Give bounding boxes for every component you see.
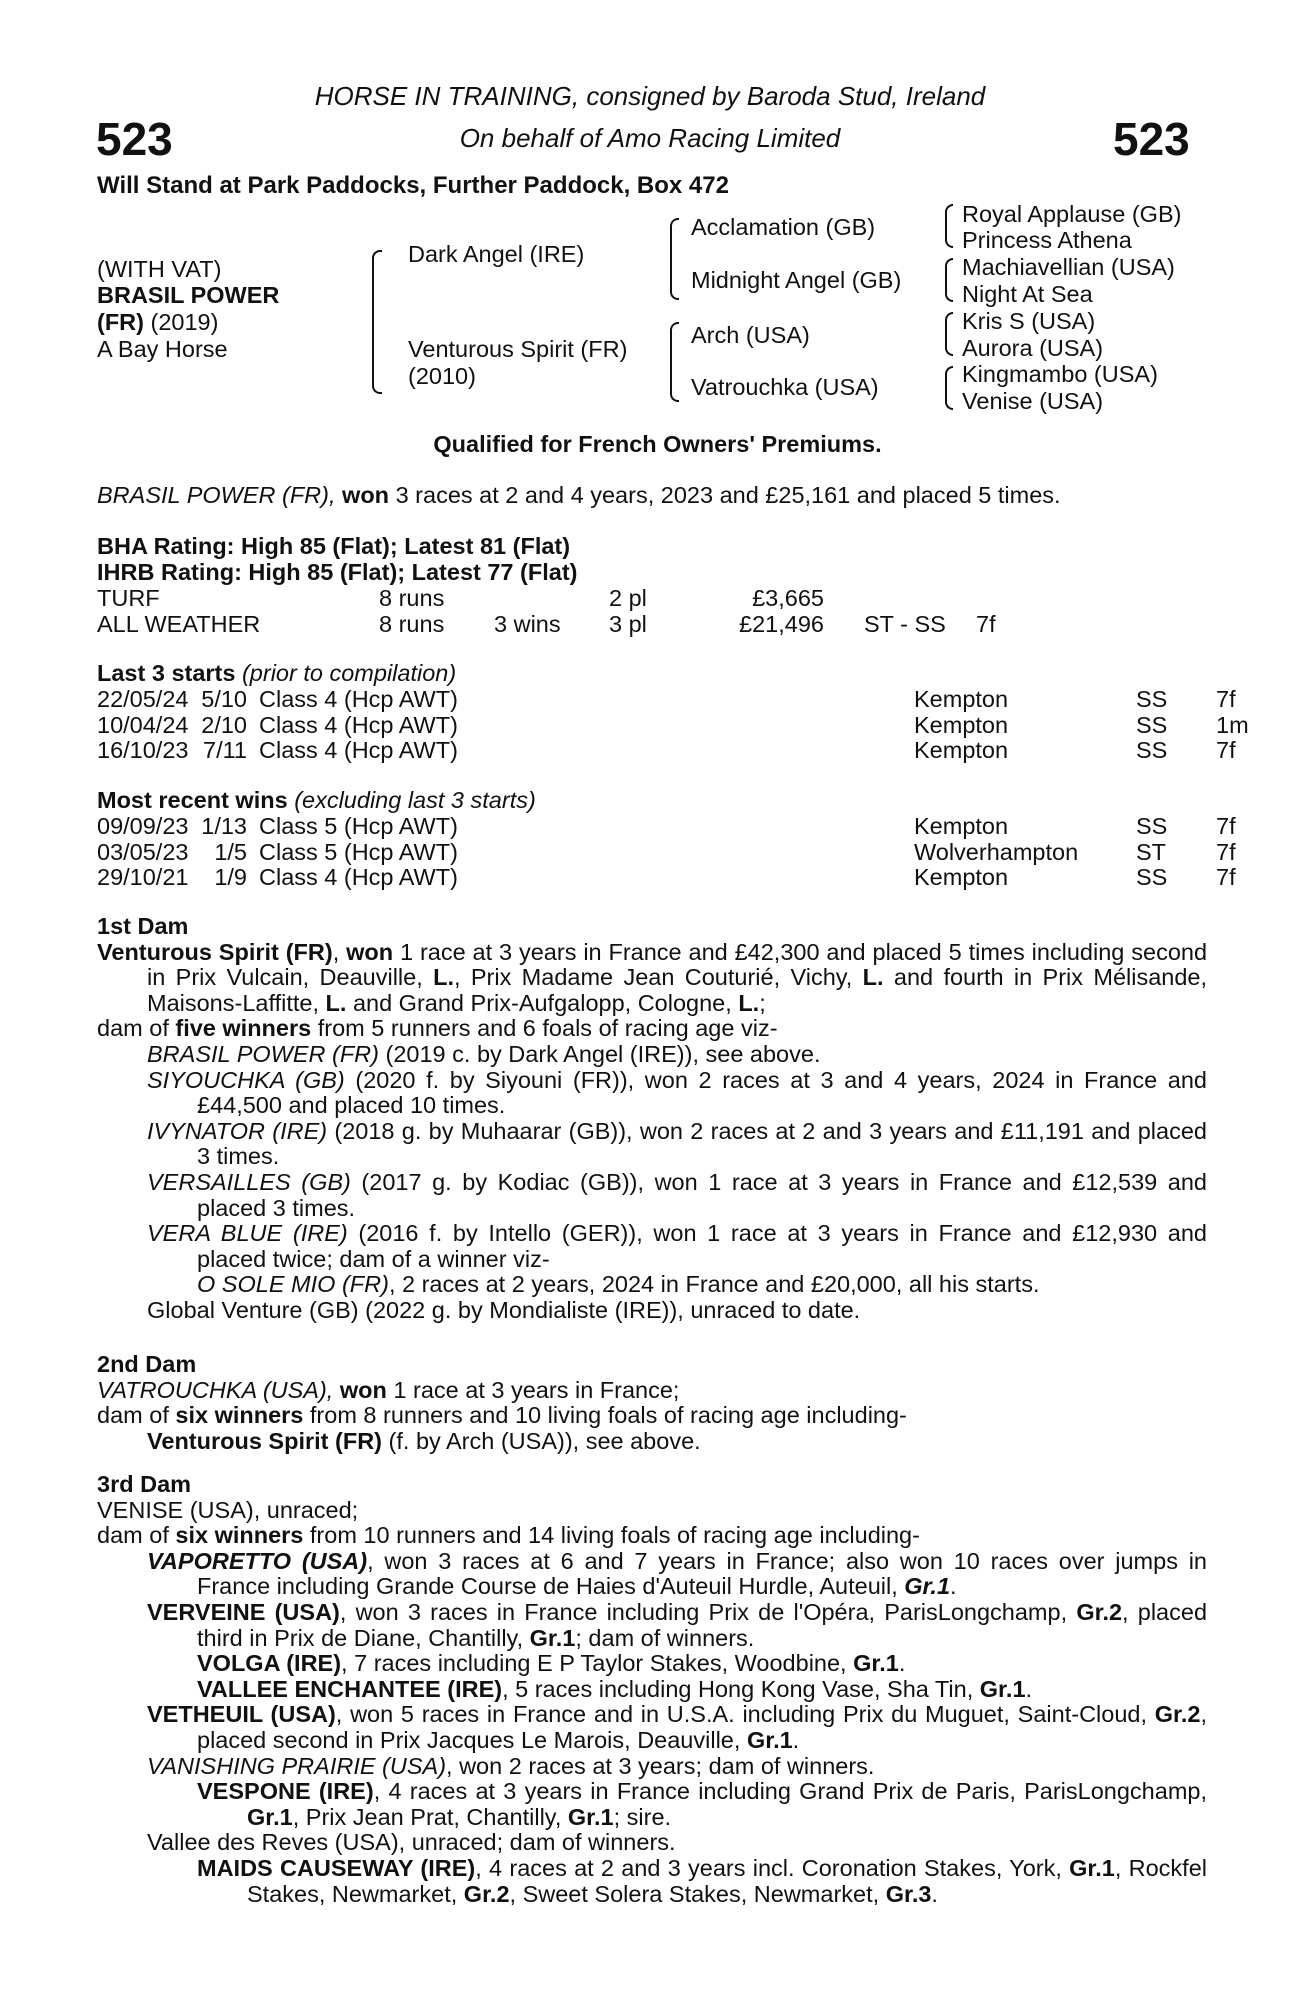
list-item: VALLEE ENCHANTEE (IRE), 5 races including Hong Kong Vase, Sha Tin, Gr.1. [197, 1675, 1033, 1702]
table-row: 10/04/24 2/10 Class 4 (Hcp AWT) Kempton SS 1m [97, 711, 1249, 738]
third-dam-heading: 3rd Dam [97, 1471, 192, 1497]
list-item: VERVEINE (USA), won 3 races in France including Prix de l'Opéra, ParisLongchamp, Gr.2, placed third in Prix de Diane, Chantilly, Gr.1; dam of winners. [147, 1598, 1208, 1651]
table-row: 16/10/23 7/11 Class 4 (Hcp AWT) Kempton SS 7f [97, 737, 1236, 764]
stats-placed: 3 pl [609, 610, 647, 637]
stats-runs: 8 runs [379, 585, 445, 611]
second-dam-produce-summary: dam of six winners from 8 runners and 10 living foals of racing age including- [97, 1402, 907, 1429]
third-dam-record: VENISE (USA), unraced; [97, 1496, 359, 1523]
stats-money: £21,496 [739, 610, 824, 637]
table-row: 22/05/24 5/10 Class 4 (Hcp AWT) Kempton SS 7f [97, 686, 1236, 712]
list-item: IVYNATOR (IRE) (2018 g. by Muhaarar (GB)), won 2 races at 2 and 3 years and £11,191 and placed 3 times. [147, 1117, 1207, 1170]
list-item: Vallee des Reves (USA), unraced; dam of winners. [147, 1829, 676, 1856]
dam-sire: Arch (USA) [691, 322, 810, 348]
second-dam-record: VATROUCHKA (USA), won 1 race at 3 years in France; [97, 1376, 680, 1403]
granddam-3: Aurora (USA) [962, 335, 1104, 361]
stats-dist [976, 586, 996, 612]
brace-sire-dam [372, 250, 382, 394]
recent-wins-table [97, 814, 1236, 891]
dam-dam: Vatrouchka (USA) [691, 374, 879, 400]
third-dam-section [97, 1472, 1207, 1907]
bha-rating: BHA Rating: High 85 (Flat); Latest 81 (Flat) [97, 533, 571, 559]
stats-row-turf [97, 586, 996, 612]
table-row: 29/10/21 1/9 Class 4 (Hcp AWT) Kempton SS 7f [97, 864, 1236, 891]
stats-wins: 3 wins [494, 610, 561, 637]
list-item: VETHEUIL (USA), won 5 races in France and in U.S.A. including Prix du Muguet, Saint-Cloud, Gr.2, placed second in Prix Jacques Le Marois, Deauville, Gr.1. [147, 1701, 1208, 1753]
third-dam-produce-summary: dam of six winners from 10 runners and 14 living foals of racing age including- [97, 1522, 920, 1549]
list-item: VESPONE (IRE), 4 races at 3 years in France including Grand Prix de Paris, ParisLongchamp, Gr.1, Prix Jean Prat, Chantilly, Gr.1; sire. [197, 1778, 1207, 1830]
stats-placed: 2 pl [609, 585, 647, 611]
stats-runs: 8 runs [379, 610, 445, 637]
consignor-line: HORSE IN TRAINING, consigned by Baroda Stud, Ireland [314, 81, 986, 111]
list-item: MAIDS CAUSEWAY (IRE), 4 races at 2 and 3 years incl. Coronation Stakes, York, Gr.1, Rockfel Stakes, Newmarket, Gr.2, Sweet Solera Stakes, Newmarket, Gr.3. [197, 1854, 1207, 1907]
lot-number-left: 523 [96, 113, 173, 165]
stats-surface: TURF [97, 585, 160, 611]
stats-money: £3,665 [752, 585, 824, 611]
list-item: SIYOUCHKA (GB) (2020 f. by Siyouni (FR)), won 2 races at 3 and 4 years, 2024 in France and £44,500 and placed 10 times. [147, 1066, 1207, 1119]
first-dam-record: Venturous Spirit (FR), won 1 race at 3 years in France and £42,300 and placed 5 times including second in Prix Vulcain, Deauville, L., Prix Madame Jean Couturié, Vichy, L. and fourth in Prix Mélisande, Maisons-Laffitte, L. and Grand Prix-Aufgalopp, Cologne, L.; [97, 938, 1208, 1016]
dam: Venturous Spirit (FR) [408, 336, 628, 362]
first-dam-heading: 1st Dam [97, 913, 189, 939]
table-row: 09/09/23 1/13 Class 5 (Hcp AWT) Kempton SS 7f [97, 813, 1236, 839]
list-item: VERA BLUE (IRE) (2016 f. by Intello (GER)), won 1 race at 3 years in France and £12,930 and placed twice; dam of a winner viz- [147, 1220, 1207, 1272]
first-dam-section [97, 914, 1207, 1324]
stats-surface: ALL WEATHER [97, 610, 261, 637]
race-summary: BRASIL POWER (FR), won 3 races at 2 and 4 years, 2023 and £25,161 and placed 5 times. [97, 482, 1061, 508]
list-item: VOLGA (IRE), 7 races including E P Taylor Stakes, Woodbine, Gr.1. [197, 1650, 906, 1677]
dam-year: (2010) [408, 363, 476, 389]
brace-g4 [945, 366, 953, 410]
sire: Dark Angel (IRE) [408, 241, 585, 267]
stats-wins [494, 586, 609, 612]
brace-g3 [945, 312, 953, 356]
grandsire-4: Kingmambo (USA) [962, 361, 1158, 387]
sire-sire: Acclamation (GB) [691, 214, 876, 240]
list-item: VERSAILLES (GB) (2017 g. by Kodiac (GB)), won 1 race at 3 years in France and £12,539 and placed 3 times. [147, 1168, 1207, 1221]
stats-table [97, 586, 996, 637]
horse-description: A Bay Horse [97, 336, 228, 362]
behalf-line: On behalf of Amo Racing Limited [459, 123, 841, 153]
last-starts-heading: Last 3 starts (prior to compilation) [97, 660, 457, 686]
stats-going [864, 586, 976, 612]
recent-wins-heading: Most recent wins (excluding last 3 starts) [97, 787, 536, 813]
list-item: Venturous Spirit (FR) (f. by Arch (USA)), see above. [147, 1427, 701, 1454]
list-item: VANISHING PRAIRIE (USA), won 2 races at 3 years; dam of winners. [147, 1752, 875, 1779]
stand-location: Will Stand at Park Paddocks, Further Paddock, Box 472 [97, 172, 729, 199]
second-dam-heading: 2nd Dam [97, 1351, 197, 1377]
granddam-1: Princess Athena [962, 227, 1132, 253]
brace-g1 [945, 204, 953, 248]
second-dam-section [97, 1352, 1207, 1454]
list-item: BRASIL POWER (FR) (2019 c. by Dark Angel (IRE)), see above. [147, 1040, 821, 1067]
grandsire-2: Machiavellian (USA) [962, 254, 1175, 280]
ihrb-rating: IHRB Rating: High 85 (Flat); Latest 77 (Flat) [97, 559, 578, 585]
brace-sire-parents [670, 218, 679, 300]
brace-dam-parents [670, 322, 679, 402]
qualified-note: Qualified for French Owners' Premiums. [433, 431, 882, 457]
stats-going: ST - SS [864, 610, 946, 637]
table-row: 03/05/23 1/5 Class 5 (Hcp AWT) Wolverhampton ST 7f [97, 838, 1236, 865]
grandsire-1: Royal Applause (GB) [962, 201, 1182, 227]
brace-g2 [945, 258, 953, 302]
granddam-4: Venise (USA) [962, 388, 1104, 414]
stats-dist: 7f [976, 610, 996, 637]
grandsire-3: Kris S (USA) [962, 308, 1096, 334]
first-dam-produce-summary: dam of five winners from 5 runners and 6 foals of racing age viz- [97, 1015, 778, 1042]
sire-dam: Midnight Angel (GB) [691, 267, 902, 293]
list-item: Global Venture (GB) (2022 g. by Mondialiste (IRE)), unraced to date. [147, 1296, 861, 1323]
last-starts-table [97, 687, 1249, 764]
horse-name: BRASIL POWER [97, 282, 280, 308]
list-item: VAPORETTO (USA), won 3 races at 6 and 7 years in France; also won 10 races over jumps in France including Grande Course de Haies d'Auteuil Hurdle, Auteuil, Gr.1. [147, 1547, 1207, 1600]
stats-row-aw [97, 612, 996, 638]
vat-note: (WITH VAT) [97, 256, 222, 282]
horse-country-year: (FR) (2019) [97, 309, 219, 335]
list-item: O SOLE MIO (FR), 2 races at 2 years, 2024 in France and £20,000, all his starts. [197, 1271, 1040, 1298]
lot-number-right: 523 [1113, 113, 1190, 165]
granddam-2: Night At Sea [962, 281, 1093, 307]
